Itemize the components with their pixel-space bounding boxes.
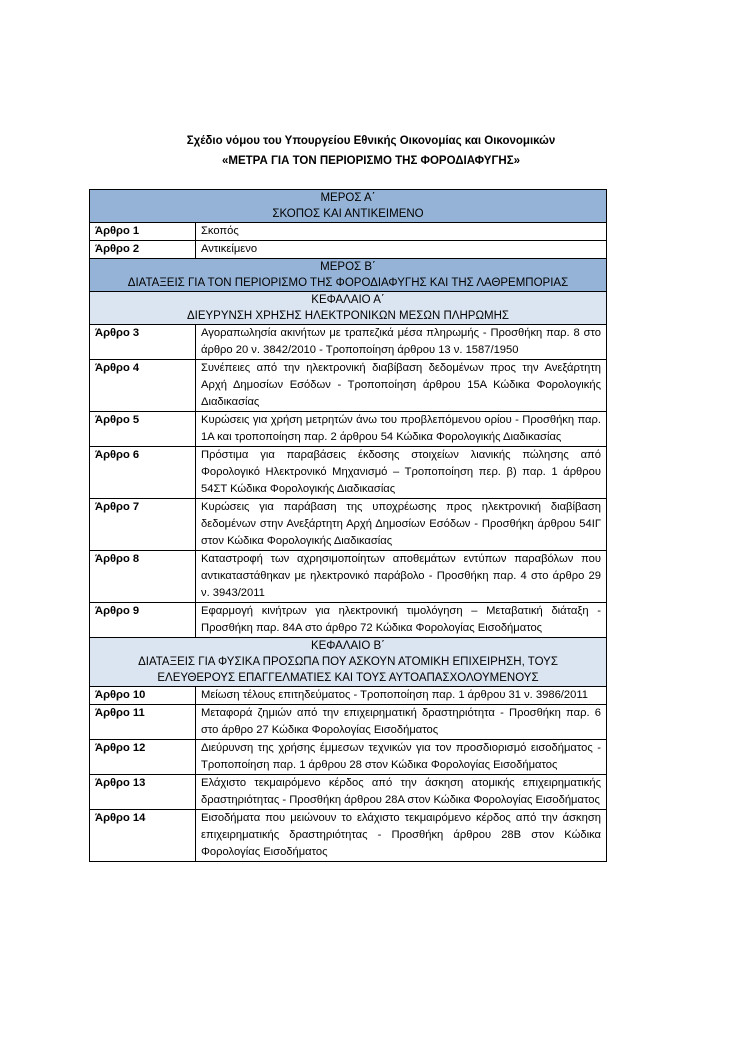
chapter-b-header-row [90,638,607,687]
article-description: Αντικείμενο [196,241,607,259]
part-heading: ΜΕΡΟΣ Α΄ [320,192,376,204]
chapter-b-header [90,638,607,687]
article-description: Σκοπός [196,223,607,241]
document-title: Σχέδιο νόμου του Υπουργείου Εθνικής Οικονομίας και Οικονομικών [186,135,556,147]
article-label: Άρθρο 7 [90,499,196,551]
article-description: Ελάχιστο τεκμαιρόμενο κέρδος από την άσκηση ατομικής επιχειρηματικής δραστηριότητας - Προσθήκη άρθρου 28Α στον Κώδικα Φορολογίας Εισοδήματος [196,775,607,810]
part-title: ΔΙΑΤΑΞΕΙΣ ΓΙΑ ΤΟΝ ΠΕΡΙΟΡΙΣΜΟ ΤΗΣ ΦΟΡΟΔΙΑΦΥΓΗΣ ΚΑΙ ΤΗΣ ΛΑΘΡΕΜΠΟΡΙΑΣ [127,277,569,289]
article-row [90,603,607,638]
article-label: Άρθρο 12 [90,740,196,775]
article-description: Εφαρμογή κινήτρων για ηλεκτρονική τιμολόγηση – Μεταβατική διάταξη - Προσθήκη παρ. 84Α στο άρθρο 72 Κώδικα Φορολογίας Εισοδήματος [196,603,607,638]
part-heading: ΜΕΡΟΣ Β΄ [320,261,376,273]
chapter-title: ΔΙΕΥΡΥΝΣΗ ΧΡΗΣΗΣ ΗΛΕΚΤΡΟΝΙΚΩΝ ΜΕΣΩΝ ΠΛΗΡΩΜΗΣ [186,310,510,322]
article-label: Άρθρο 3 [90,325,196,360]
article-label: Άρθρο 9 [90,603,196,638]
part-b-header [90,259,607,292]
article-row [90,499,607,551]
article-label: Άρθρο 8 [90,551,196,603]
article-description: Κυρώσεις για χρήση μετρητών άνω του προβλεπόμενου ορίου - Προσθήκη παρ. 1Α και τροποποίηση παρ. 2 άρθρου 54 Κώδικα Φορολογικής Διαδικασίας [196,412,607,447]
article-row [90,241,607,259]
article-description: Εισοδήματα που μειώνουν το ελάχιστο τεκμαιρόμενο κέρδος από την άσκηση επιχειρηματικής δραστηριότητας - Προσθήκη άρθρου 28Β στον Κώδικα Φορολογίας Εισοδήματος [196,810,607,862]
part-a-header-row [90,190,607,223]
article-label: Άρθρο 14 [90,810,196,862]
article-description: Συνέπειες από την ηλεκτρονική διαβίβαση δεδομένων προς την Ανεξάρτητη Αρχή Δημοσίων Εσόδων - Τροποποίηση άρθρου 15Α Κώδικα Φορολογικής Διαδικασίας [196,360,607,412]
article-description: Διεύρυνση της χρήσης έμμεσων τεχνικών για τον προσδιορισμό εισοδήματος - Τροποποίηση παρ. 1 άρθρου 28 στον Κώδικα Φορολογίας Εισοδήματος [196,740,607,775]
article-row [90,325,607,360]
article-description: Μείωση τέλους επιτηδεύματος - Τροποποίηση παρ. 1 άρθρου 31 ν. 3986/2011 [196,687,607,705]
chapter-a-header [90,292,607,325]
part-a-header [90,190,607,223]
document-subtitle: «ΜΕΤΡΑ ΓΙΑ ΤΟΝ ΠΕΡΙΟΡΙΣΜΟ ΤΗΣ ΦΟΡΟΔΙΑΦΥΓΗΣ» [221,155,520,167]
article-row [90,551,607,603]
article-label: Άρθρο 2 [90,241,196,259]
article-description: Πρόστιμα για παραβάσεις έκδοσης στοιχείων λιανικής πώλησης από Φορολογικό Ηλεκτρονικό Μηχανισμό – Τροποποίηση περ. β) παρ. 1 άρθρου 54ΣΤ Κώδικα Φορολογικής Διαδικασίας [196,447,607,499]
article-label: Άρθρο 6 [90,447,196,499]
article-label: Άρθρο 10 [90,687,196,705]
article-row [90,360,607,412]
chapter-heading: ΚΕΦΑΛΑΙΟ Β΄ [310,640,386,652]
article-label: Άρθρο 5 [90,412,196,447]
chapter-title-line-1: ΔΙΑΤΑΞΕΙΣ ΓΙΑ ΦΥΣΙΚΑ ΠΡΟΣΩΠΑ ΠΟΥ ΑΣΚΟΥΝ ΑΤΟΜΙΚΗ ΕΠΙΧΕΙΡΗΣΗ, ΤΟΥΣ [138,656,558,668]
part-b-header-row [90,259,607,292]
article-row [90,740,607,775]
article-description: Μεταφορά ζημιών από την επιχειρηματική δραστηριότητα - Προσθήκη παρ. 6 στο άρθρο 27 Κώδικα Φορολογίας Εισοδήματος [196,705,607,740]
article-label: Άρθρο 4 [90,360,196,412]
article-row [90,775,607,810]
article-label: Άρθρο 13 [90,775,196,810]
contents-table [89,189,607,862]
chapter-title-line-2: ΕΛΕΥΘΕΡΟΥΣ ΕΠΑΓΓΕΛΜΑΤΙΕΣ ΚΑΙ ΤΟΥΣ ΑΥΤΟΑΠΑΣΧΟΛΟΥΜΕΝΟΥΣ [157,672,539,684]
article-row [90,447,607,499]
article-description: Αγοραπωλησία ακινήτων με τραπεζικά μέσα πληρωμής - Προσθήκη παρ. 8 στο άρθρο 20 ν. 3842/2010 - Τροποποίηση άρθρου 13 ν. 1587/1950 [196,325,607,360]
article-row [90,810,607,862]
article-label: Άρθρο 11 [90,705,196,740]
chapter-a-header-row [90,292,607,325]
article-row [90,223,607,241]
article-description: Καταστροφή των αχρησιμοποίητων αποθεμάτων εντύπων παραβόλων που αντικαταστάθηκαν με ηλεκτρονικό παράβολο - Προσθήκη παρ. 4 στο άρθρο 29 ν. 3943/2011 [196,551,607,603]
article-row [90,687,607,705]
article-row [90,705,607,740]
article-description: Κυρώσεις για παράβαση της υποχρέωσης προς ηλεκτρονική διαβίβαση δεδομένων στην Ανεξάρτητη Αρχή Δημοσίων Εσόδων - Προσθήκη άρθρου 54ΙΓ στον Κώδικα Φορολογικής Διαδικασίας [196,499,607,551]
chapter-heading: ΚΕΦΑΛΑΙΟ Α΄ [311,294,385,306]
part-title: ΣΚΟΠΟΣ ΚΑΙ ΑΝΤΙΚΕΙΜΕΝΟ [272,208,424,220]
article-label: Άρθρο 1 [90,223,196,241]
article-row [90,412,607,447]
